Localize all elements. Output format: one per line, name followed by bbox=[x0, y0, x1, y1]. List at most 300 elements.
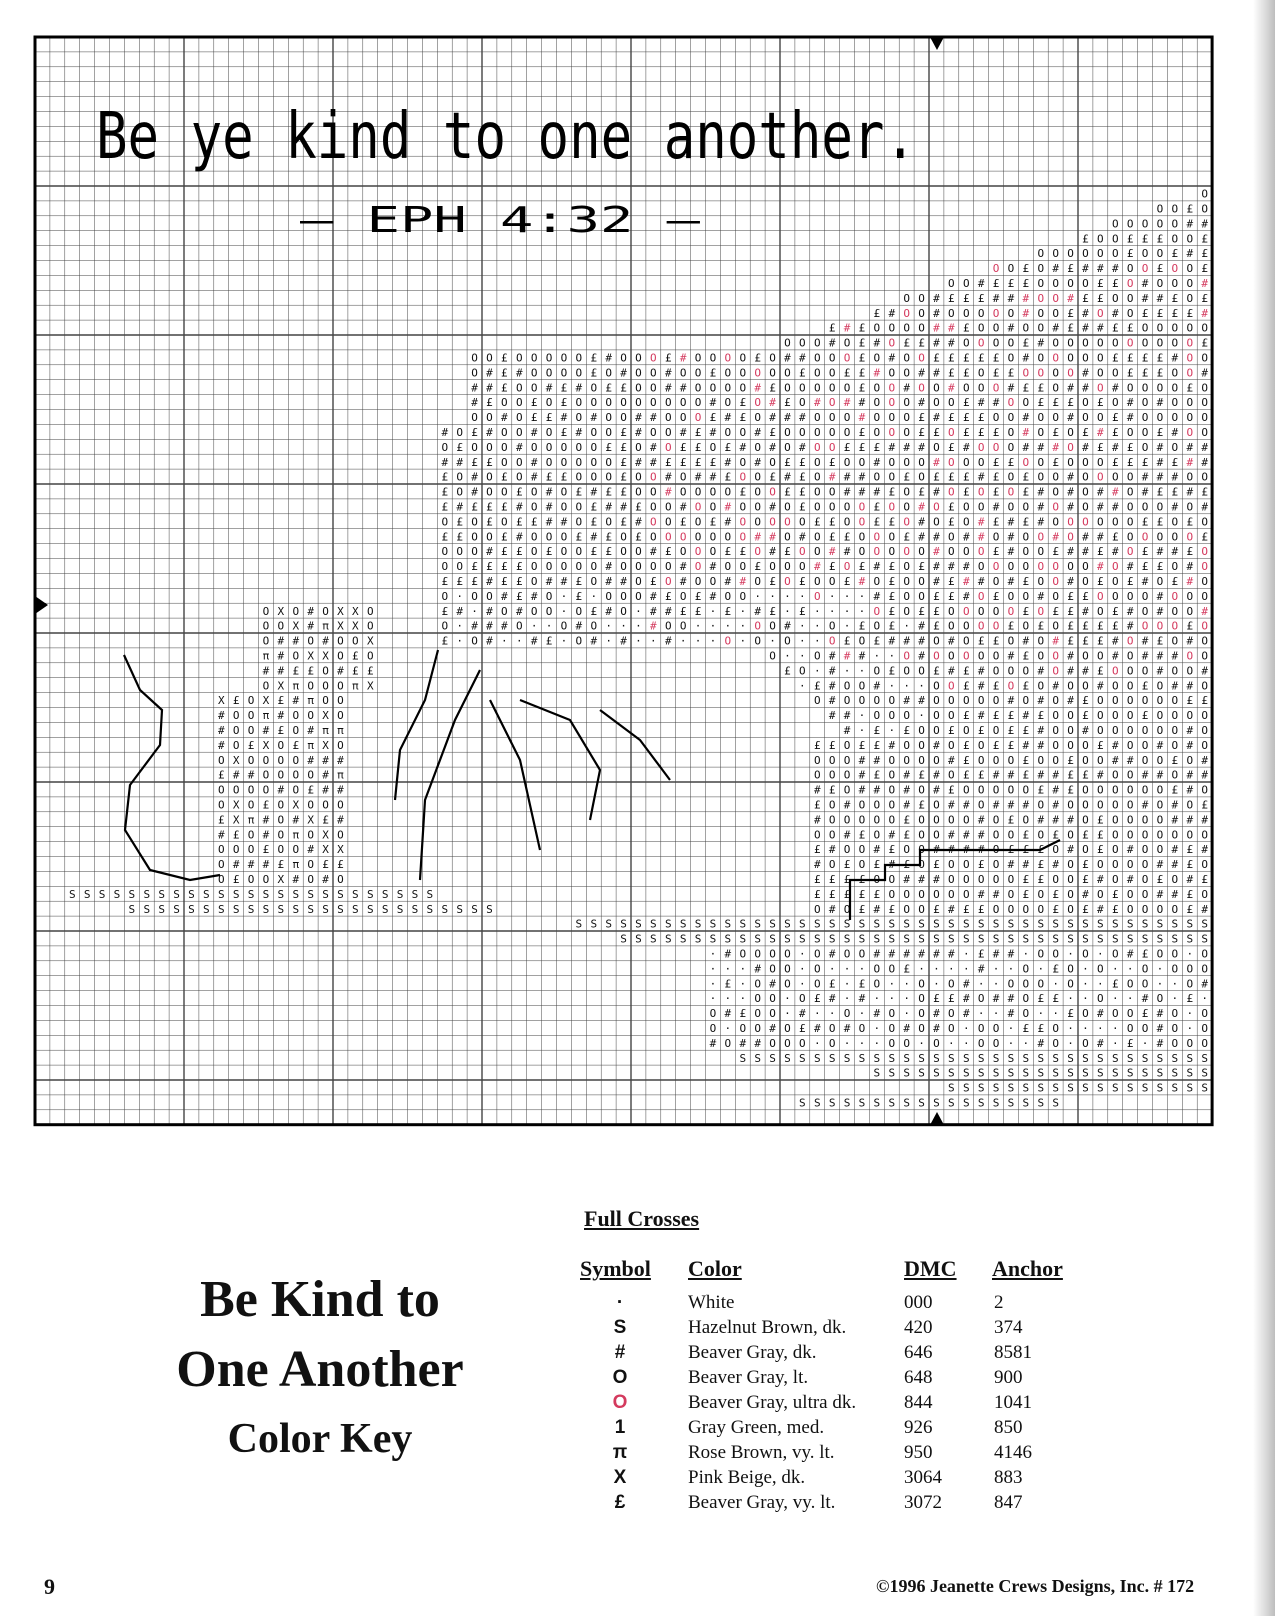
stitch-symbol: O bbox=[992, 724, 1000, 738]
stitch-symbol: O bbox=[530, 604, 538, 618]
stitch-symbol: O bbox=[292, 768, 300, 782]
stitch-symbol: O bbox=[292, 649, 300, 663]
stitch-symbol: O bbox=[1186, 232, 1194, 246]
section-heading-full-crosses: Full Crosses bbox=[584, 1206, 700, 1231]
stitch-symbol: O bbox=[486, 470, 493, 484]
stitch-symbol: · bbox=[858, 709, 866, 723]
stitch-symbol: # bbox=[828, 336, 836, 350]
stitch-symbol: £ bbox=[1156, 306, 1164, 320]
stitch-symbol: # bbox=[322, 783, 329, 797]
stitch-symbol: O bbox=[977, 783, 985, 797]
stitch-symbol: O bbox=[337, 738, 344, 752]
stitch-symbol: O bbox=[1007, 306, 1015, 320]
column-header-color: Color bbox=[688, 1256, 742, 1281]
stitch-symbol: O bbox=[1186, 664, 1194, 678]
stitch-symbol: O bbox=[873, 396, 881, 410]
stitch-symbol: £ bbox=[1156, 232, 1164, 246]
stitch-symbol: S bbox=[1022, 917, 1030, 931]
stitch-symbol: O bbox=[471, 589, 478, 603]
stitch-symbol: · bbox=[918, 679, 925, 693]
stitch-symbol: O bbox=[903, 396, 910, 410]
stitch-symbol: O bbox=[709, 500, 717, 514]
stitch-symbol: # bbox=[650, 455, 657, 469]
title-line-2: One Another bbox=[176, 1341, 464, 1398]
stitch-symbol: O bbox=[679, 545, 687, 559]
stitch-symbol: O bbox=[962, 381, 970, 395]
stitch-symbol: O bbox=[1186, 470, 1194, 484]
stitch-symbol: O bbox=[1156, 947, 1164, 961]
stitch-symbol: S bbox=[933, 932, 940, 946]
stitch-symbol: # bbox=[962, 530, 970, 544]
stitch-symbol: £ bbox=[337, 858, 344, 872]
stitch-symbol: £ bbox=[545, 634, 553, 648]
stitch-symbol: O bbox=[277, 768, 285, 782]
stitch-symbol: # bbox=[962, 440, 970, 454]
stitch-symbol: # bbox=[650, 545, 657, 559]
stitch-symbol: S bbox=[650, 917, 657, 931]
stitch-symbol: O bbox=[441, 589, 449, 603]
stitch-symbol: # bbox=[1201, 843, 1208, 857]
stitch-symbol: O bbox=[1007, 411, 1015, 425]
stitch-symbol: S bbox=[858, 917, 866, 931]
stitch-symbol: · bbox=[888, 992, 896, 1006]
stitch-symbol: # bbox=[679, 560, 687, 574]
stitch-symbol: # bbox=[217, 738, 225, 752]
key-symbol: X bbox=[613, 1467, 627, 1488]
stitch-symbol: # bbox=[1186, 560, 1194, 574]
stitch-symbol: # bbox=[471, 619, 478, 633]
stitch-symbol: · bbox=[799, 962, 806, 976]
stitch-symbol: # bbox=[1171, 426, 1179, 440]
stitch-symbol: £ bbox=[1126, 1036, 1134, 1050]
stitch-symbol: O bbox=[858, 813, 866, 827]
stitch-symbol: £ bbox=[1186, 843, 1194, 857]
stitch-symbol: O bbox=[843, 1007, 851, 1021]
stitch-symbol: £ bbox=[992, 277, 1000, 291]
key-dmc-number: 926 bbox=[904, 1417, 933, 1438]
stitch-symbol: O bbox=[1126, 679, 1134, 693]
stitch-symbol: £ bbox=[962, 396, 970, 410]
stitch-symbol: O bbox=[992, 753, 1000, 767]
stitch-symbol: £ bbox=[813, 738, 821, 752]
stitch-symbol: £ bbox=[873, 515, 881, 529]
stitch-symbol: £ bbox=[933, 902, 940, 916]
stitch-symbol: O bbox=[1171, 694, 1179, 708]
stitch-symbol: £ bbox=[456, 530, 463, 544]
stitch-symbol: # bbox=[977, 575, 985, 589]
stitch-symbol: · bbox=[1156, 977, 1164, 991]
stitch-symbol: # bbox=[873, 560, 881, 574]
stitch-symbol: O bbox=[1141, 828, 1149, 842]
stitch-symbol: S bbox=[843, 1096, 851, 1110]
stitch-symbol: £ bbox=[1067, 753, 1074, 767]
stitch-symbol: # bbox=[977, 828, 985, 842]
stitch-symbol: S bbox=[1156, 1081, 1164, 1095]
stitch-symbol: £ bbox=[888, 515, 896, 529]
stitch-symbol: S bbox=[1141, 1051, 1149, 1065]
stitch-symbol: £ bbox=[232, 828, 240, 842]
stitch-symbol: O bbox=[769, 649, 776, 663]
stitch-symbol: S bbox=[1067, 932, 1074, 946]
stitch-symbol: · bbox=[813, 1007, 821, 1021]
stitch-symbol: # bbox=[843, 798, 851, 812]
stitch-symbol: # bbox=[501, 619, 508, 633]
stitch-symbol: X bbox=[262, 694, 270, 708]
stitch-symbol: # bbox=[1156, 455, 1164, 469]
stitch-symbol: π bbox=[337, 768, 344, 782]
stitch-symbol: £ bbox=[739, 545, 747, 559]
stitch-symbol: £ bbox=[1082, 902, 1089, 916]
stitch-symbol: O bbox=[888, 887, 896, 901]
stitch-symbol: S bbox=[1097, 932, 1104, 946]
stitch-symbol: # bbox=[1097, 500, 1104, 514]
stitch-symbol: · bbox=[873, 649, 881, 663]
key-symbol: O bbox=[612, 1367, 628, 1388]
stitch-symbol: · bbox=[739, 977, 747, 991]
stitch-symbol: O bbox=[903, 321, 910, 335]
stitch-symbol: S bbox=[769, 932, 776, 946]
stitch-symbol: O bbox=[1007, 902, 1015, 916]
stitch-symbol: O bbox=[605, 396, 612, 410]
stitch-symbol: O bbox=[1141, 381, 1149, 395]
stitch-symbol: O bbox=[1052, 753, 1059, 767]
stitch-symbol: £ bbox=[620, 515, 627, 529]
stitch-symbol: O bbox=[843, 351, 851, 365]
stitch-symbol: O bbox=[352, 634, 359, 648]
stitch-symbol: O bbox=[1126, 217, 1134, 231]
stitch-symbol: S bbox=[724, 917, 732, 931]
stitch-symbol: O bbox=[992, 619, 1000, 633]
stitch-symbol: O bbox=[799, 396, 806, 410]
stitch-symbol: O bbox=[1022, 813, 1030, 827]
stitch-symbol: # bbox=[948, 381, 955, 395]
stitch-symbol: £ bbox=[813, 992, 821, 1006]
stitch-symbol: # bbox=[545, 500, 553, 514]
stitch-symbol: O bbox=[843, 679, 851, 693]
stitch-symbol: O bbox=[813, 366, 821, 380]
stitch-symbol: £ bbox=[858, 440, 866, 454]
stitch-symbol: O bbox=[1052, 619, 1059, 633]
stitch-symbol: O bbox=[828, 619, 836, 633]
stitch-symbol: £ bbox=[1037, 858, 1045, 872]
stitch-symbol: O bbox=[1186, 262, 1194, 276]
stitch-symbol: £ bbox=[977, 634, 985, 648]
stitch-symbol: # bbox=[828, 709, 836, 723]
stitch-symbol: O bbox=[918, 589, 925, 603]
stitch-symbol: # bbox=[1126, 753, 1134, 767]
stitch-symbol: O bbox=[888, 321, 896, 335]
stitch-symbol: O bbox=[784, 500, 791, 514]
stitch-symbol: O bbox=[784, 560, 791, 574]
stitch-symbol: O bbox=[1171, 232, 1179, 246]
stitch-symbol: £ bbox=[277, 724, 285, 738]
stitch-symbol: # bbox=[1037, 440, 1045, 454]
stitch-symbol: £ bbox=[1082, 768, 1089, 782]
stitch-symbol: # bbox=[1126, 411, 1134, 425]
stitch-symbol: S bbox=[1171, 1051, 1179, 1065]
stitch-symbol: O bbox=[605, 455, 612, 469]
stitch-symbol: # bbox=[650, 411, 657, 425]
stitch-symbol: £ bbox=[605, 485, 612, 499]
stitch-symbol: · bbox=[918, 1036, 925, 1050]
stitch-symbol: # bbox=[1186, 783, 1194, 797]
stitch-symbol: S bbox=[575, 917, 583, 931]
stitch-symbol: · bbox=[888, 649, 896, 663]
stitch-symbol: · bbox=[977, 1007, 985, 1021]
stitch-symbol: # bbox=[1052, 783, 1059, 797]
stitch-symbol: O bbox=[1201, 545, 1208, 559]
stitch-symbol: # bbox=[1037, 694, 1045, 708]
stitch-symbol: S bbox=[903, 1096, 910, 1110]
stitch-symbol: O bbox=[799, 515, 806, 529]
stitch-symbol: O bbox=[1037, 828, 1045, 842]
stitch-symbol: £ bbox=[1052, 426, 1059, 440]
stitch-symbol: # bbox=[679, 381, 687, 395]
copyright-notice: ©1996 Jeanette Crews Designs, Inc. # 172 bbox=[876, 1576, 1195, 1596]
stitch-symbol: S bbox=[396, 902, 404, 916]
stitch-symbol: · bbox=[1156, 962, 1164, 976]
stitch-symbol: O bbox=[948, 485, 955, 499]
stitch-symbol: O bbox=[1126, 902, 1134, 916]
stitch-symbol: S bbox=[1111, 917, 1119, 931]
stitch-symbol: · bbox=[1022, 947, 1030, 961]
stitch-symbol: # bbox=[1067, 411, 1074, 425]
stitch-symbol: £ bbox=[948, 411, 955, 425]
stitch-symbol: · bbox=[799, 619, 806, 633]
stitch-symbol: # bbox=[873, 947, 881, 961]
stitch-symbol: O bbox=[754, 366, 761, 380]
stitch-symbol: O bbox=[1141, 411, 1149, 425]
stitch-symbol: O bbox=[232, 738, 240, 752]
stitch-symbol: O bbox=[918, 783, 925, 797]
stitch-symbol: £ bbox=[873, 858, 881, 872]
stitch-symbol: O bbox=[590, 381, 598, 395]
stitch-symbol: O bbox=[784, 381, 791, 395]
stitch-symbol: · bbox=[694, 634, 702, 648]
stitch-symbol: £ bbox=[1201, 291, 1208, 305]
stitch-symbol: # bbox=[962, 1007, 970, 1021]
stitch-symbol: # bbox=[918, 396, 925, 410]
stitch-symbol: £ bbox=[1156, 351, 1164, 365]
stitch-symbol: O bbox=[858, 500, 866, 514]
stitch-symbol: # bbox=[799, 530, 806, 544]
stitch-symbol: # bbox=[471, 381, 478, 395]
stitch-symbol: O bbox=[1141, 321, 1149, 335]
stitch-symbol: · bbox=[1111, 1036, 1119, 1050]
stitch-symbol: £ bbox=[858, 738, 866, 752]
stitch-symbol: # bbox=[784, 351, 791, 365]
stitch-symbol: £ bbox=[962, 411, 970, 425]
stitch-symbol: S bbox=[1141, 932, 1149, 946]
stitch-symbol: O bbox=[1156, 500, 1164, 514]
stitch-symbol: O bbox=[1201, 947, 1208, 961]
stitch-symbol: O bbox=[262, 679, 270, 693]
stitch-symbol: O bbox=[1007, 560, 1015, 574]
stitch-symbol: # bbox=[456, 500, 463, 514]
stitch-symbol: O bbox=[1007, 426, 1015, 440]
stitch-symbol: O bbox=[754, 1007, 761, 1021]
stitch-symbol: X bbox=[322, 828, 329, 842]
stitch-symbol: O bbox=[366, 619, 374, 633]
stitch-symbol: · bbox=[1097, 947, 1104, 961]
stitch-symbol: £ bbox=[501, 470, 508, 484]
stitch-symbol: £ bbox=[679, 604, 687, 618]
stitch-symbol: # bbox=[933, 366, 940, 380]
stitch-symbol: S bbox=[620, 917, 627, 931]
stitch-symbol: O bbox=[739, 455, 747, 469]
stitch-symbol: O bbox=[1037, 366, 1045, 380]
stitch-symbol: O bbox=[277, 828, 285, 842]
key-dmc-number: 648 bbox=[904, 1367, 933, 1388]
stitch-symbol: # bbox=[918, 500, 925, 514]
stitch-symbol: O bbox=[456, 470, 463, 484]
stitch-symbol: O bbox=[1111, 783, 1119, 797]
stitch-symbol: # bbox=[1097, 1036, 1104, 1050]
stitch-symbol: £ bbox=[858, 366, 866, 380]
stitch-symbol: £ bbox=[441, 485, 449, 499]
stitch-symbol: # bbox=[769, 530, 776, 544]
stitch-symbol: O bbox=[1037, 306, 1045, 320]
stitch-symbol: O bbox=[1022, 530, 1030, 544]
stitch-symbol: # bbox=[1186, 217, 1194, 231]
stitch-symbol: £ bbox=[858, 426, 866, 440]
stitch-symbol: · bbox=[799, 634, 806, 648]
stitch-symbol: · bbox=[858, 724, 866, 738]
stitch-symbol: O bbox=[1111, 724, 1119, 738]
stitch-symbol: O bbox=[1082, 738, 1089, 752]
stitch-symbol: O bbox=[1141, 858, 1149, 872]
stitch-symbol: S bbox=[1067, 1066, 1074, 1080]
stitch-symbol: X bbox=[322, 738, 329, 752]
stitch-symbol: O bbox=[694, 351, 702, 365]
stitch-symbol: O bbox=[739, 515, 747, 529]
stitch-symbol: O bbox=[337, 709, 344, 723]
stitch-symbol: £ bbox=[441, 470, 449, 484]
stitch-symbol: O bbox=[828, 411, 836, 425]
stitch-symbol: O bbox=[948, 873, 955, 887]
stitch-symbol: S bbox=[962, 1066, 970, 1080]
stitch-symbol: £ bbox=[262, 798, 270, 812]
stitch-symbol: O bbox=[277, 813, 285, 827]
stitch-symbol: O bbox=[1111, 575, 1119, 589]
stitch-symbol: # bbox=[679, 500, 687, 514]
stitch-symbol: £ bbox=[873, 440, 881, 454]
stitch-symbol: O bbox=[977, 738, 985, 752]
stitch-symbol: # bbox=[575, 426, 583, 440]
stitch-symbol: £ bbox=[799, 604, 806, 618]
stitch-symbol: · bbox=[843, 962, 851, 976]
stitch-symbol: O bbox=[694, 560, 702, 574]
stitch-symbol: S bbox=[307, 887, 314, 901]
stitch-symbol: £ bbox=[858, 828, 866, 842]
key-row bbox=[580, 1342, 1100, 1367]
stitch-symbol: # bbox=[873, 455, 881, 469]
stitch-symbol: O bbox=[1007, 873, 1015, 887]
stitch-symbol: O bbox=[1052, 843, 1059, 857]
stitch-symbol: O bbox=[873, 798, 881, 812]
stitch-symbol: S bbox=[1082, 917, 1089, 931]
stitch-symbol: # bbox=[769, 396, 776, 410]
stitch-symbol: S bbox=[933, 917, 940, 931]
stitch-symbol: O bbox=[664, 500, 672, 514]
stitch-symbol: O bbox=[724, 589, 732, 603]
stitch-symbol: £ bbox=[1171, 247, 1179, 261]
stitch-symbol: O bbox=[828, 828, 836, 842]
stitch-symbol: O bbox=[962, 500, 970, 514]
key-dmc-number: 000 bbox=[904, 1292, 933, 1313]
stitch-symbol: # bbox=[918, 649, 925, 663]
stitch-symbol: O bbox=[992, 604, 1000, 618]
stitch-symbol: # bbox=[739, 575, 747, 589]
stitch-symbol: O bbox=[948, 306, 955, 320]
stitch-symbol: S bbox=[232, 902, 240, 916]
stitch-symbol: £ bbox=[1111, 619, 1119, 633]
stitch-symbol: # bbox=[873, 1007, 881, 1021]
stitch-symbol: £ bbox=[888, 604, 896, 618]
stitch-symbol: S bbox=[813, 1096, 821, 1110]
stitch-symbol: · bbox=[843, 664, 851, 678]
stitch-symbol: O bbox=[962, 306, 970, 320]
stitch-symbol: # bbox=[962, 560, 970, 574]
stitch-symbol: O bbox=[1067, 277, 1074, 291]
stitch-symbol: S bbox=[158, 887, 165, 901]
stitch-symbol: # bbox=[754, 1036, 761, 1050]
stitch-symbol: O bbox=[1037, 530, 1045, 544]
stitch-symbol: S bbox=[203, 902, 210, 916]
stitch-symbol: # bbox=[679, 351, 687, 365]
stitch-symbol: £ bbox=[784, 545, 791, 559]
stitch-symbol: π bbox=[292, 828, 300, 842]
stitch-symbol: # bbox=[903, 694, 910, 708]
stitch-symbol: £ bbox=[828, 530, 836, 544]
stitch-symbol: £ bbox=[769, 470, 776, 484]
stitch-symbol: O bbox=[828, 440, 836, 454]
stitch-symbol: # bbox=[1022, 291, 1030, 305]
stitch-symbol: S bbox=[1201, 1066, 1208, 1080]
stitch-symbol: O bbox=[1186, 589, 1194, 603]
stitch-symbol: # bbox=[933, 291, 940, 305]
stitch-symbol: O bbox=[1097, 366, 1104, 380]
stitch-symbol: S bbox=[977, 932, 985, 946]
stitch-symbol: £ bbox=[709, 366, 717, 380]
stitch-symbol: O bbox=[1201, 709, 1208, 723]
stitch-symbol: S bbox=[918, 1051, 925, 1065]
stitch-symbol: O bbox=[858, 947, 866, 961]
stitch-symbol: £ bbox=[948, 470, 955, 484]
stitch-symbol: £ bbox=[590, 351, 598, 365]
stitch-symbol: · bbox=[739, 992, 747, 1006]
stitch-symbol: · bbox=[962, 1036, 970, 1050]
stitch-symbol: £ bbox=[679, 515, 687, 529]
stitch-symbol: O bbox=[724, 381, 732, 395]
stitch-symbol: # bbox=[605, 500, 612, 514]
stitch-symbol: # bbox=[992, 947, 1000, 961]
key-dmc-number: 646 bbox=[904, 1342, 933, 1363]
stitch-symbol: # bbox=[858, 783, 866, 797]
stitch-symbol: £ bbox=[664, 351, 672, 365]
stitch-symbol: O bbox=[1201, 589, 1208, 603]
stitch-symbol: S bbox=[471, 902, 478, 916]
stitch-symbol: O bbox=[948, 649, 955, 663]
stitch-symbol: £ bbox=[1156, 634, 1164, 648]
stitch-symbol: O bbox=[992, 306, 1000, 320]
stitch-symbol: £ bbox=[1037, 873, 1045, 887]
stitch-symbol: O bbox=[1171, 217, 1179, 231]
stitch-symbol: £ bbox=[769, 575, 776, 589]
stitch-symbol: S bbox=[1171, 917, 1179, 931]
stitch-symbol: £ bbox=[992, 589, 1000, 603]
stitch-symbol: O bbox=[1141, 724, 1149, 738]
